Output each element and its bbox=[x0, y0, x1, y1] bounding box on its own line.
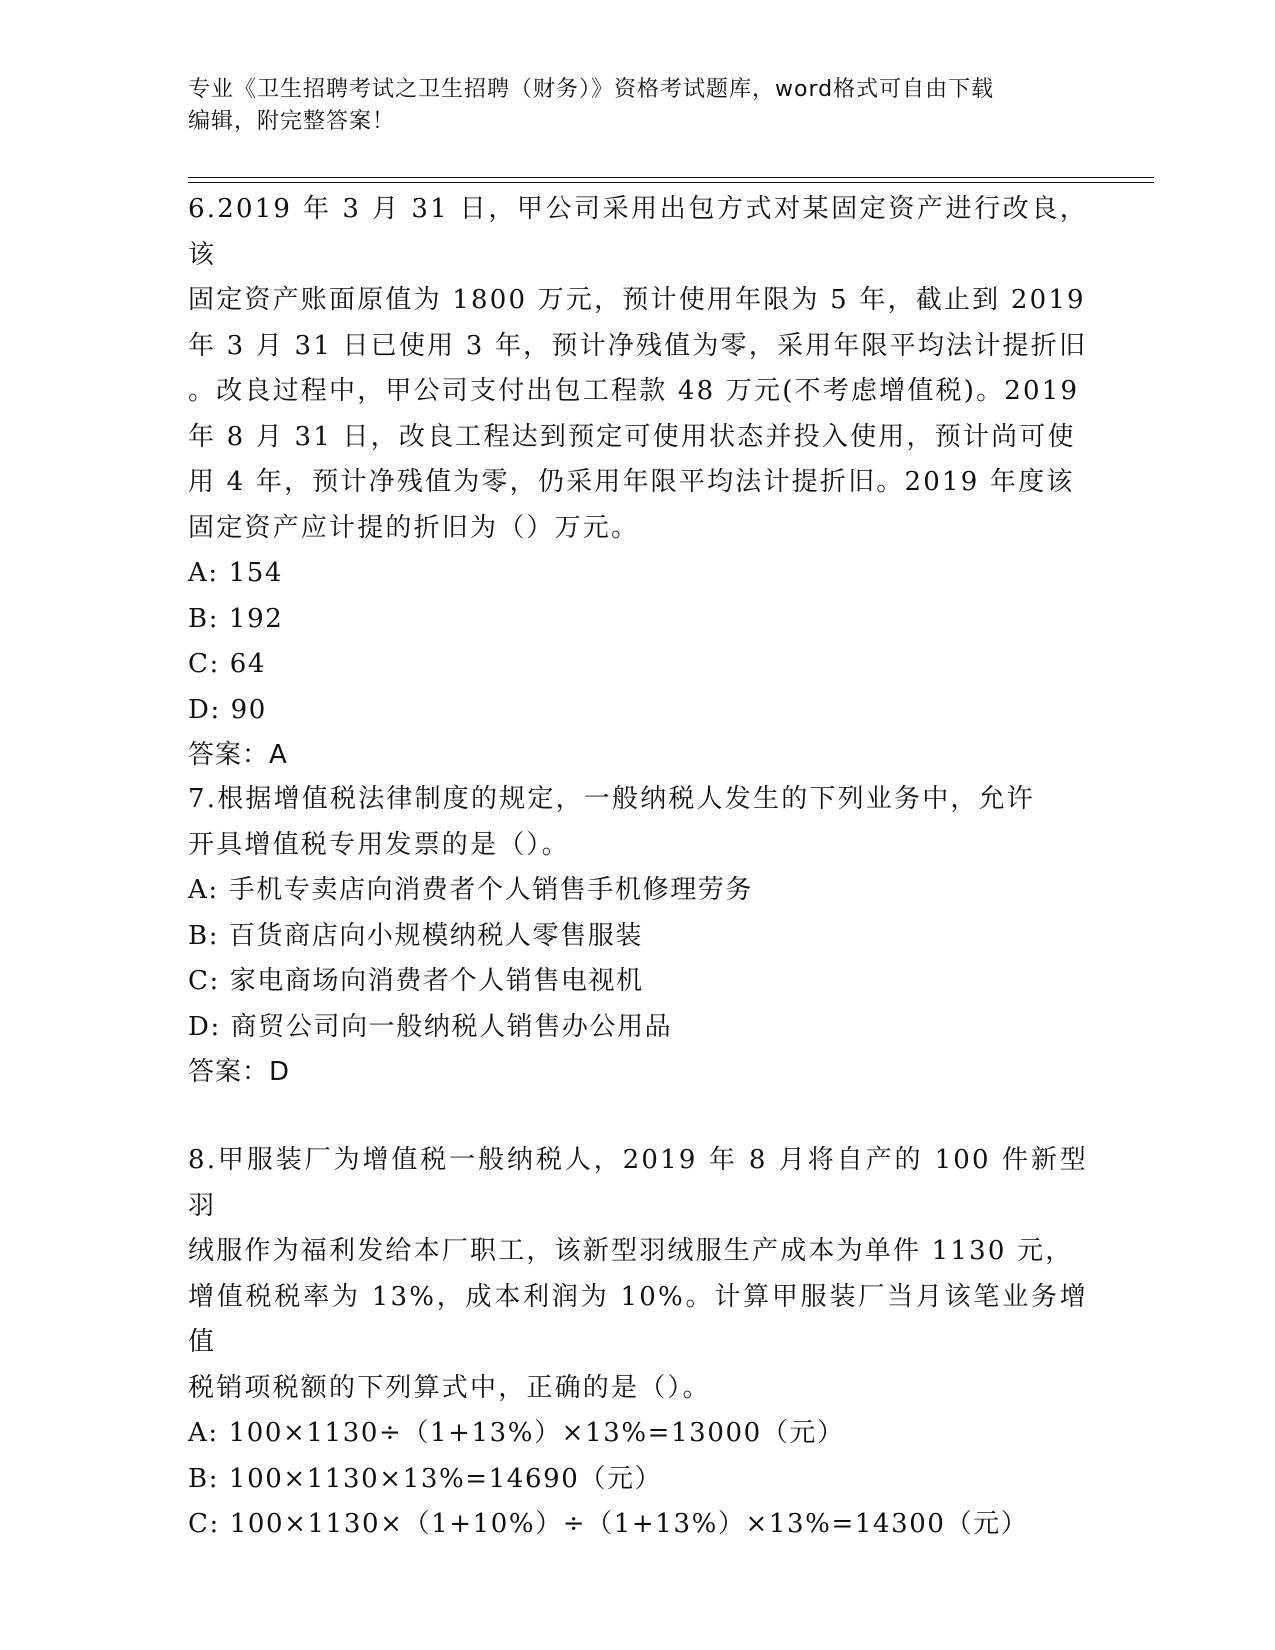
question-text-line: 年 8 月 31 日，改良工程达到预定可使用状态并投入使用，预计尚可使 bbox=[188, 421, 1076, 452]
question-8 bbox=[188, 1138, 1088, 1548]
document-header bbox=[188, 74, 1068, 138]
option-a: A: 100×1130÷（1+13%）×13%=13000（元） bbox=[188, 1418, 845, 1448]
question-text-line: 7.根据增值税法律制度的规定，一般纳税人发生的下列业务中，允许 bbox=[188, 784, 1036, 814]
option-c: C: 100×1130×（1+10%）÷（1+13%）×13%=14300（元） bbox=[188, 1509, 1029, 1539]
question-text-line: 。改良过程中，甲公司支付出包工程款 48 万元(不考虑增值税)。2019 bbox=[188, 376, 1080, 406]
question-text-line: 年 3 月 31 日已使用 3 年，预计净残值为零，采用年限平均法计提折旧 bbox=[188, 330, 1088, 361]
question-7 bbox=[188, 777, 1088, 1096]
header-line-1: 专业《卫生招聘考试之卫生招聘（财务）》资格考试题库，word格式可自由下载 bbox=[188, 77, 995, 102]
answer-label: 答案：D bbox=[188, 1057, 291, 1087]
option-c: C: 家电商场向消费者个人销售电视机 bbox=[188, 966, 644, 996]
option-a: A: 手机专卖店向消费者个人销售手机修理劳务 bbox=[188, 875, 754, 905]
option-a: A: 154 bbox=[188, 558, 284, 588]
header-line-2: 编辑，附完整答案！ bbox=[188, 109, 396, 134]
question-text-line: 用 4 年，预计净残值为零，仍采用年限平均法计提折旧。2019 年度该 bbox=[188, 467, 1075, 497]
question-text-line: 税销项税额的下列算式中，正确的是（）。 bbox=[188, 1372, 711, 1403]
option-b: B: 192 bbox=[188, 603, 284, 634]
question-6 bbox=[188, 187, 1088, 779]
question-text-line: 固定资产应计提的折旧为（）万元。 bbox=[188, 512, 640, 543]
question-text-line: 绒服作为福利发给本厂职工，该新型羽绒服生产成本为单件 1130 元， bbox=[188, 1236, 1074, 1266]
header-divider-bottom bbox=[188, 182, 1154, 183]
answer-label: 答案：A bbox=[188, 740, 288, 770]
question-text-line: 开具增值税专用发票的是（）。 bbox=[188, 829, 570, 860]
option-d: D: 商贸公司向一般纳税人销售办公用品 bbox=[188, 1011, 673, 1042]
question-text-line: 8.甲服装厂为增值税一般纳税人，2019 年 8 月将自产的 100 件新型羽 bbox=[188, 1145, 1088, 1221]
option-b: B: 100×1130×13%=14690（元） bbox=[188, 1463, 663, 1494]
option-c: C: 64 bbox=[188, 649, 267, 679]
question-text-line: 固定资产账面原值为 1800 万元，预计使用年限为 5 年，截止到 2019 bbox=[188, 285, 1086, 315]
option-d: D: 90 bbox=[188, 694, 267, 725]
question-text-line: 6.2019 年 3 月 31 日，甲公司采用出包方式对某固定资产进行改良，该 bbox=[188, 194, 1088, 270]
header-divider-top bbox=[188, 177, 1154, 178]
question-text-line: 增值税税率为 13%，成本利润为 10%。计算甲服装厂当月该笔业务增值 bbox=[188, 1281, 1088, 1357]
option-b: B: 百货商店向小规模纳税人零售服装 bbox=[188, 920, 643, 951]
